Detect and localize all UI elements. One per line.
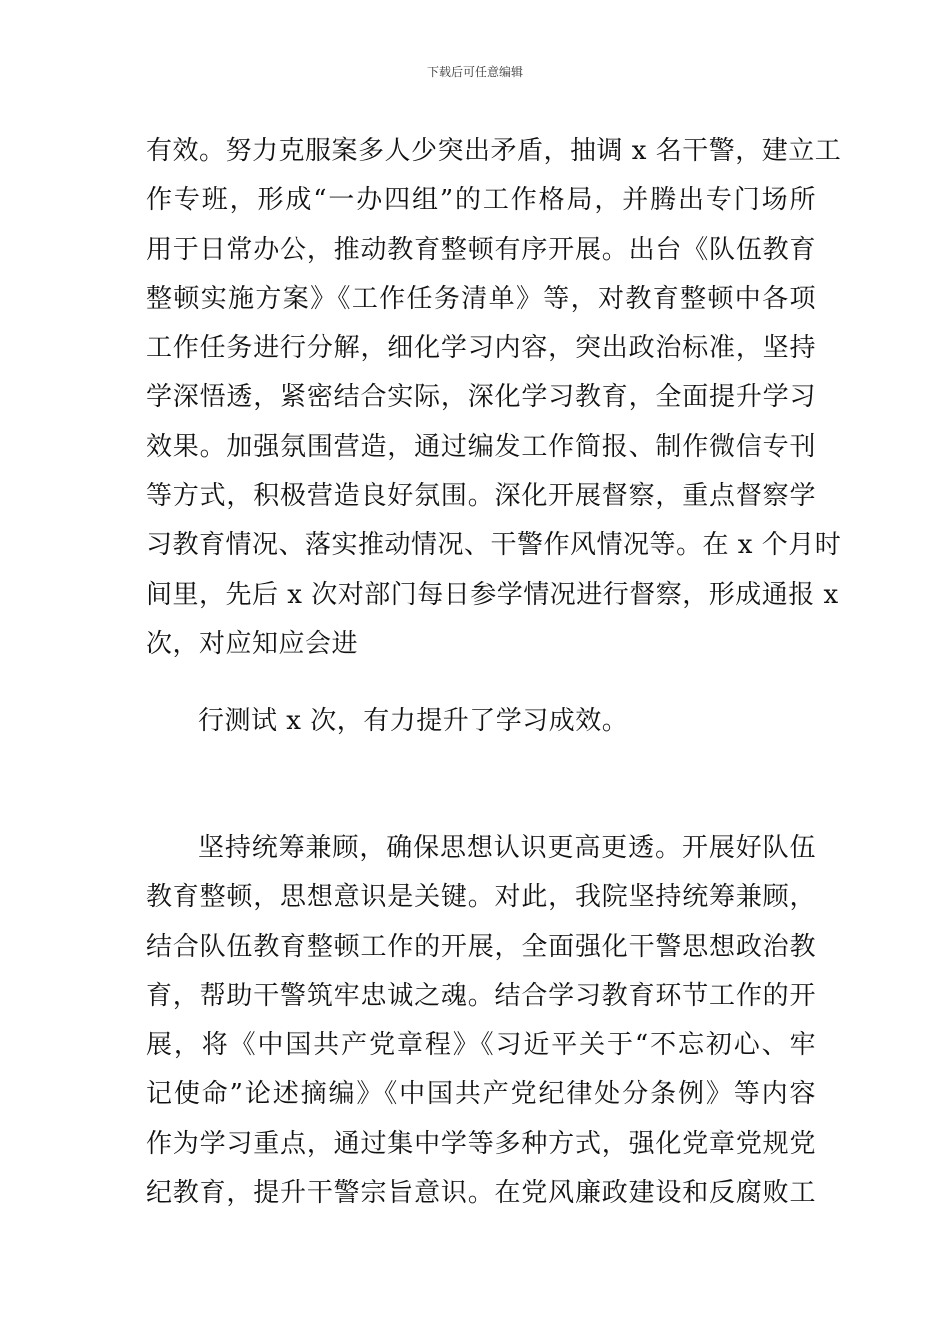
text-line: 作为学习重点，通过集中学等多种方式，强化党章党规党 [146,1128,816,1159]
text-line: 结合队伍教育整顿工作的开展，全面强化干警思想政治教 [146,931,816,962]
text-line: 记使命”论述摘编》《中国共产党纪律处分条例》等内容 [146,1079,816,1110]
text-line: 育，帮助干警筑牢忠诚之魂。结合学习教育环节工作的开 [146,980,816,1011]
text-line: 作专班，形成“一办四组”的工作格局，并腾出专门场所 [146,185,816,216]
text-line: 纪教育，提升干警宗旨意识。在党风廉政建设和反腐败工 [146,1178,816,1209]
paragraph-2 [146,697,816,746]
paragraph-1 [146,127,842,669]
text-line: 次，对应知应会进 [146,628,359,659]
text-line: 有效。努力克服案多人少突出矛盾，抽调 x 名干警，建立工 [146,136,842,166]
page-header: 下载后可任意编辑 [426,65,523,79]
text-line: 习教育情况、落实推动情况、干警作风情况等。在 x 个月时 [146,530,842,561]
text-line: 等方式，积极营造良好氛围。深化开展督察，重点督察学 [146,481,816,512]
text-line: 学深悟透，紧密结合实际，深化学习教育，全面提升学习 [146,382,816,413]
text-line: 工作任务进行分解，细化学习内容，突出政治标准，坚持 [146,333,816,364]
text-line: 坚持统筹兼顾，确保思想认识更高更透。开展好队伍 [198,833,816,863]
text-line: 间里，先后 x 次对部门每日参学情况进行督察，形成通报 x [146,579,839,610]
text-line: 效果。加强氛围营造，通过编发工作简报、制作微信专刊 [146,431,816,462]
paragraph-3 [146,824,816,1218]
text-line: 教育整顿，思想意识是关键。对此，我院坚持统筹兼顾， [146,882,816,913]
text-line: 展，将《中国共产党章程》《习近平关于“不忘初心、牢 [146,1030,816,1061]
text-line: 整顿实施方案》《工作任务清单》等，对教育整顿中各项 [146,283,816,314]
text-line: 用于日常办公，推动教育整顿有序开展。出台《队伍教育 [146,234,816,265]
text-line: 行测试 x 次，有力提升了学习成效。 [198,706,629,736]
